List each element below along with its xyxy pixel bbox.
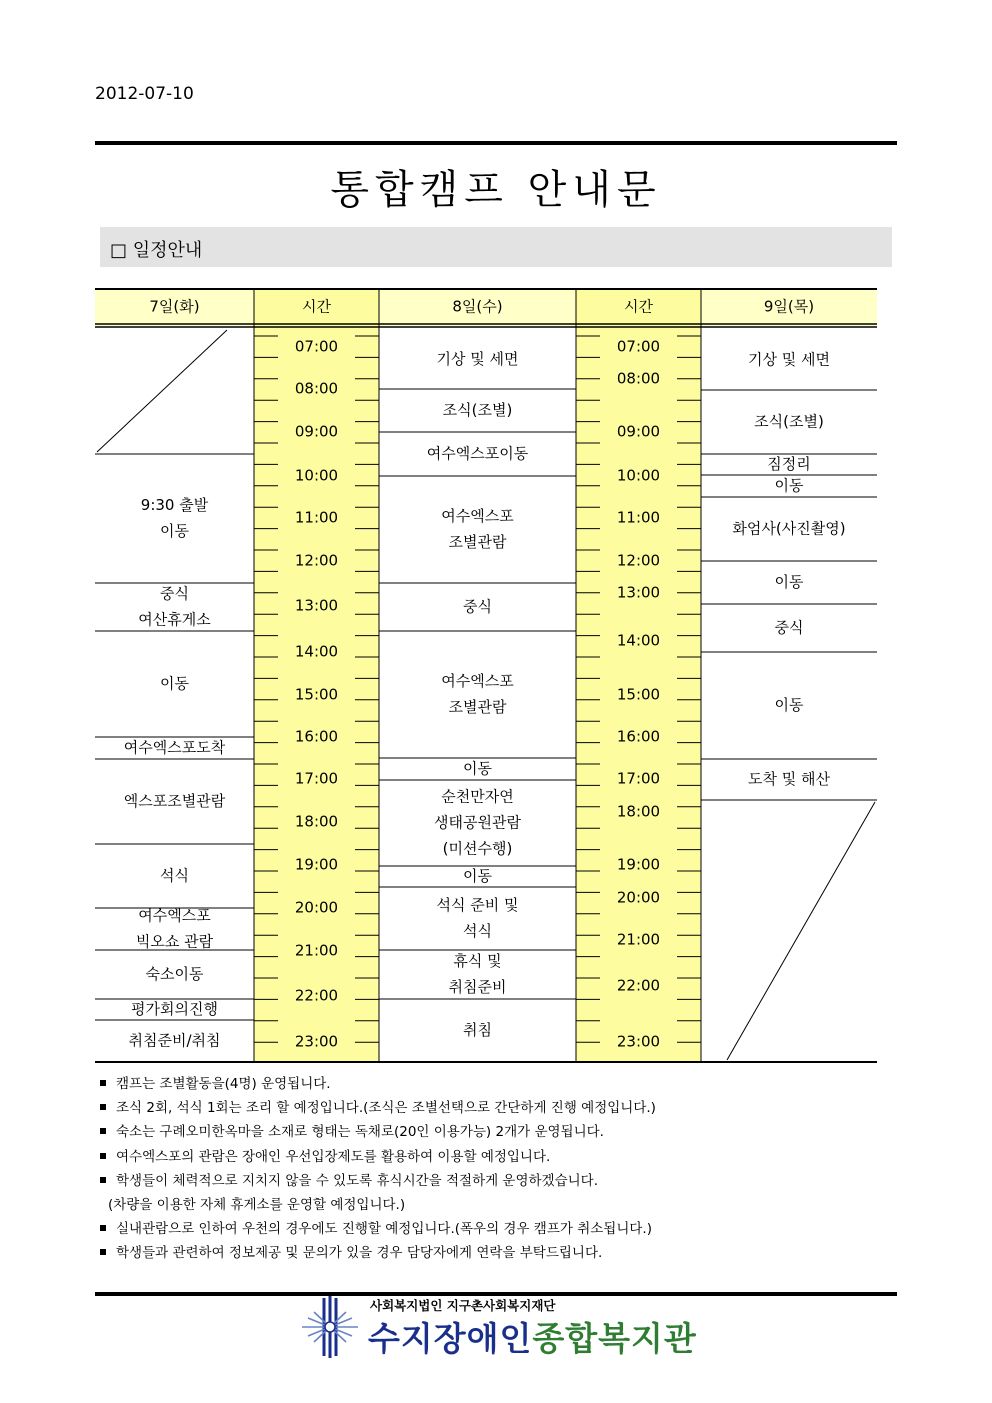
time-label-right: 14:00 [616,631,661,650]
day1-activity: 빅오쇼 관람 [135,932,214,951]
empty-cell-diagonal [97,330,227,452]
time-label-left: 16:00 [294,727,339,746]
time-label-right: 07:00 [616,337,661,356]
note-item: 학생들과 관련하여 정보제공 및 문의가 있을 경우 담당자에게 연락을 부탁드립니다. [97,1241,656,1265]
day2-activity: 중식 [463,597,492,616]
day2-activity: 조별관람 [448,698,507,716]
org-logo-icon [300,1296,362,1358]
time-label-left: 14:00 [294,642,339,661]
note-item-continued: (차량을 이용한 자체 휴게소를 운영할 예정입니다.) [108,1197,406,1214]
day3-activity: 이동 [774,476,804,495]
day1-activity: 평가회의진행 [131,1000,218,1018]
section-label: □ 일정안내 [110,240,203,261]
day3-activity: 이동 [774,696,804,714]
day2-activity: 석식 준비 및 [436,896,519,914]
time-label-left: 15:00 [294,685,339,704]
time-label-right: 15:00 [616,685,661,704]
time-label-left: 17:00 [294,769,339,788]
time-label-left: 18:00 [294,812,339,831]
bullet-icon [100,1225,106,1231]
day2-activity: 여수엑스포 [441,672,514,690]
schedule-table [95,288,877,1066]
org-name-part2: 종합복지관 [532,1319,697,1358]
bullet-icon [100,1080,106,1086]
day2-activity: 여수엑스포이동 [426,444,529,463]
time-label-right: 10:00 [616,466,661,485]
time-label-right: 22:00 [616,976,661,995]
time-label-left: 10:00 [294,466,339,485]
day3-activity: 기상 및 세면 [748,350,830,369]
day1-activity: 여수엑스포도착 [123,738,226,757]
day2-activity: 조별관람 [448,533,507,551]
section-header [100,227,892,267]
column-header: 시간 [302,297,331,316]
time-label-left: 20:00 [294,898,339,917]
day2-activity: 생태공원관람 [434,813,521,832]
document-date: 2012-07-10 [95,84,194,104]
day2-activity: 취침 [463,1021,492,1039]
bullet-icon [100,1153,106,1159]
time-label-left: 12:00 [294,551,339,570]
note-item: 여수엑스포의 관람은 장애인 우선입장제도를 활용하여 이용할 예정입니다. [97,1145,656,1169]
time-label-right: 20:00 [616,888,661,907]
time-label-right: 12:00 [616,551,661,570]
day3-activity: 이동 [774,573,804,591]
org-name [368,1313,697,1360]
time-label-right: 16:00 [616,727,661,746]
time-label-left: 13:00 [294,596,339,615]
day2-activity: 휴식 및 [453,952,502,970]
day2-activity: 석식 [463,922,492,940]
note-item: 학생들이 체력적으로 지치지 않을 수 있도록 휴식시간을 적절하게 운영하겠습니다. [97,1169,656,1193]
day3-activity: 중식 [774,618,804,637]
day2-activity: 순천만자연 [441,787,514,806]
time-label-left: 23:00 [294,1032,339,1051]
time-label-left: 08:00 [294,379,339,398]
day2-activity: 이동 [463,759,492,778]
top-rule [95,141,897,145]
day3-activity: 조식(조별) [754,412,824,431]
day1-activity: 취침준비/취침 [128,1031,221,1050]
note-item: 캠프는 조별활동을(4명) 운영됩니다. [97,1072,656,1096]
bullet-icon [100,1128,106,1134]
time-label-right: 17:00 [616,769,661,788]
column-header: 8일(수) [452,297,503,316]
time-label-right: 08:00 [616,369,661,388]
column-header: 9일(목) [763,297,815,316]
day1-activity: 여수엑스포 [138,906,211,925]
time-label-right: 09:00 [616,422,661,441]
org-name-part1: 수지장애인 [368,1319,533,1358]
org-parent-name: 사회복지법인 지구촌사회복지재단 [370,1298,556,1313]
column-header: 7일(화) [149,297,200,316]
day1-activity: 엑스포조별관람 [123,792,226,810]
time-label-right: 13:00 [616,583,661,602]
day2-activity: 기상 및 세면 [436,350,519,368]
time-label-left: 09:00 [294,422,339,441]
day1-activity: 이동 [160,674,189,693]
note-item: 숙소는 구례오미한옥마을 소재로 형태는 독채로(20인 이용가능) 2개가 운영됩니다. [97,1120,656,1144]
time-label-left: 07:00 [294,337,339,356]
day2-activity: 취침준비 [448,978,507,996]
day1-activity: 여산휴게소 [138,610,211,629]
day1-activity: 이동 [160,522,189,540]
day1-activity: 숙소이동 [145,965,204,983]
day1-activity: 중식 [160,584,189,603]
day2-activity: 조식(조별) [442,401,513,419]
time-label-right: 11:00 [616,508,661,527]
time-label-left: 22:00 [294,986,339,1005]
time-label-right: 21:00 [616,930,661,949]
bullet-icon [100,1249,106,1255]
bullet-icon [100,1177,106,1183]
day2-activity: 이동 [463,867,492,885]
notes-list [97,1072,656,1266]
page-title: 통합캠프 안내문 [330,167,662,213]
day3-activity: 도착 및 해산 [748,770,830,788]
time-label-right: 23:00 [616,1032,661,1051]
note-item: 실내관람으로 인하여 우천의 경우에도 진행할 예정입니다.(폭우의 경우 캠프가 취소됩니다.) [97,1217,656,1241]
time-label-left: 11:00 [294,508,339,527]
bullet-icon [100,1104,106,1110]
note-item: 조식 2회, 석식 1회는 조리 할 예정입니다.(조식은 조별선택으로 간단하게 진행 예정입니다.) [97,1096,656,1120]
empty-cell-diagonal [727,802,875,1060]
day3-activity: 화엄사(사진촬영) [732,519,846,538]
day2-activity: (미션수행) [442,839,513,858]
day1-activity: 석식 [160,866,189,885]
day3-activity: 짐정리 [767,455,811,473]
time-label-left: 19:00 [294,855,339,874]
column-header: 시간 [624,297,653,316]
time-label-right: 19:00 [616,855,661,874]
day1-activity: 9:30 출발 [140,496,209,514]
time-label-left: 21:00 [294,941,339,960]
time-label-right: 18:00 [616,802,661,821]
day2-activity: 여수엑스포 [441,507,514,525]
